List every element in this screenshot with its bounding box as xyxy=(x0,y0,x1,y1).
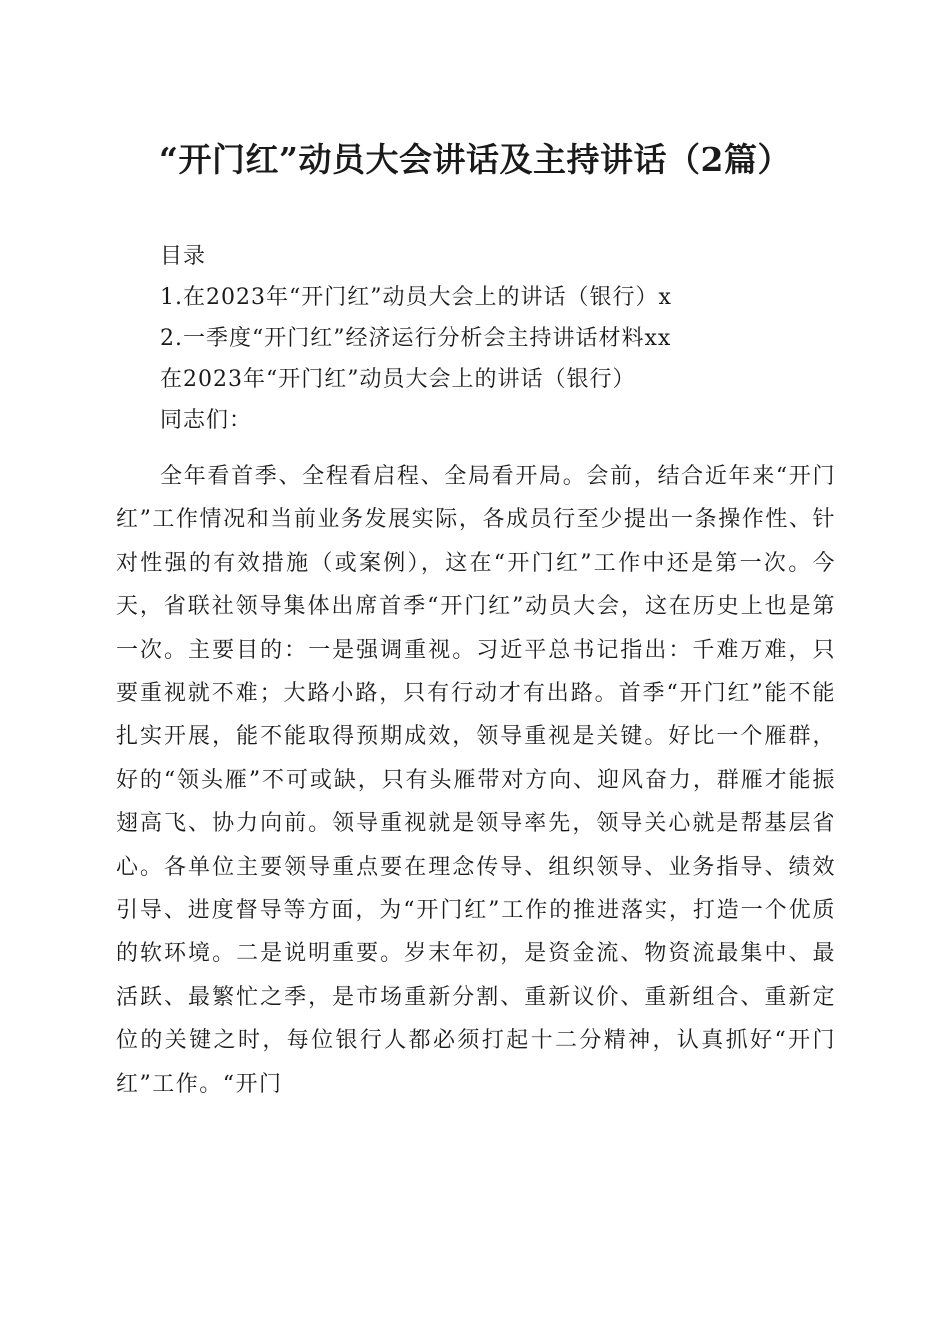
section-title: 在2023年“开门红”动员大会上的讲话（银行） xyxy=(160,367,636,392)
table-of-contents xyxy=(160,236,860,441)
toc-item: 1.在2023年“开门红”动员大会上的讲话（银行）x xyxy=(160,285,672,310)
salutation: 同志们： xyxy=(160,408,253,433)
body-paragraph: 全年看首季、全程看启程、全局看开局。会前，结合近年来“开门红”工作情况和当前业务发展实际，各成员行至少提出一条操作性、针对性强的有效措施（或案例），这在“开门红”工作中还是第一次。今天，省联社领导集体出席首季“开门红”动员大会，这在历史上也是第一次。主要目的：一是强调重视。习近平总书记指出：千难万难，只要重视就不难；大路小路，只有行动才有出路。首季“开门红”能不能扎实开展，能不能取得预期成效，领导重视是关键。好比一个雁群，好的“领头雁”不可或缺，只有头雁带对方向、迎风奋力，群雁才能振翅高飞、协力向前。领导重视就是领导率先，领导关心就是帮基层省心。各单位主要领导重点要在理念传导、组织领导、业务指导、绩效引导、进度督导等方面，为“开门红”工作的推进落实，打造一个优质的软环境。二是说明重要。岁末年初，是资金流、物资流最集中、最活跃、最繁忙之季，是市场重新分割、重新议价、重新组合、重新定位的关键之时，每位银行人都必须打起十二分精神，认真抓好“开门红”工作。“开门 xyxy=(116,464,836,1097)
document-title: “开门红”动员大会讲话及主持讲话（2篇） xyxy=(159,140,791,179)
toc-item: 2.一季度“开门红”经济运行分析会主持讲话材料xx xyxy=(160,326,672,351)
toc-heading: 目录 xyxy=(160,244,207,269)
